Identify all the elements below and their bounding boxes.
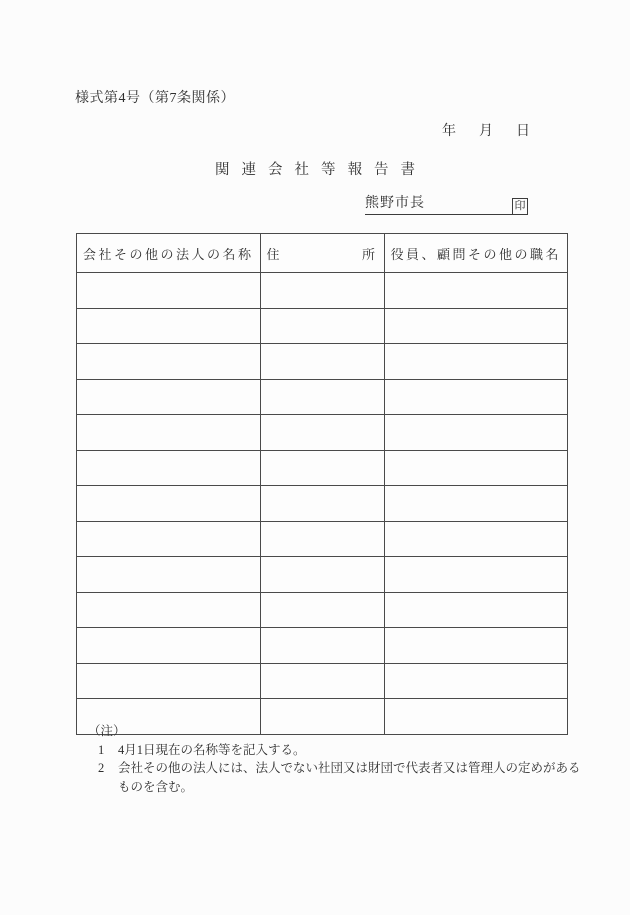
table-cell-empty [260, 273, 384, 309]
table-cell-empty [77, 379, 261, 415]
table-row [77, 592, 568, 628]
table-cell-empty [260, 557, 384, 593]
table-cell-empty [77, 521, 261, 557]
table-row [77, 486, 568, 522]
table-cell-empty [260, 521, 384, 557]
table-cell-empty [384, 415, 568, 451]
table-cell-empty [260, 344, 384, 380]
header-label-company-name: 会社その他の法人の名称 [83, 246, 254, 262]
table-row [77, 628, 568, 664]
table-row [77, 557, 568, 593]
table-cell-empty [77, 592, 261, 628]
table-cell-empty [77, 628, 261, 664]
header-cell-address [260, 234, 384, 273]
table-row [77, 273, 568, 309]
table-cell-empty [77, 415, 261, 451]
report-table-body [77, 273, 568, 735]
header-label-address [267, 244, 378, 263]
header-row [77, 234, 568, 273]
table-cell-empty [77, 308, 261, 344]
table-cell-empty [384, 592, 568, 628]
table-cell-empty [260, 628, 384, 664]
table-cell-empty [77, 486, 261, 522]
table-row [77, 415, 568, 451]
table-cell-empty [384, 273, 568, 309]
table-cell-empty [77, 557, 261, 593]
note-number: 2 [98, 761, 105, 775]
table-row [77, 663, 568, 699]
table-cell-empty [260, 379, 384, 415]
note-item [88, 741, 586, 760]
report-table [76, 233, 568, 735]
table-cell-empty [77, 450, 261, 486]
date-day-label: 日 [516, 124, 530, 139]
table-row [77, 521, 568, 557]
header-label-address-left: 住 [266, 246, 283, 262]
table-cell-empty [384, 628, 568, 664]
table-row [77, 379, 568, 415]
table-cell-empty [77, 663, 261, 699]
table-cell-empty [384, 557, 568, 593]
table-cell-empty [260, 308, 384, 344]
date-line [442, 120, 530, 140]
header-cell-position [384, 234, 568, 273]
header-label-address-right: 所 [362, 246, 378, 262]
date-year-label: 年 [442, 124, 456, 139]
table-cell-empty [384, 308, 568, 344]
document-title: 関連会社等報告書 [215, 162, 427, 178]
table-cell-empty [384, 379, 568, 415]
form-number: 様式第4号（第7条関係） [75, 91, 235, 106]
table-row [77, 450, 568, 486]
table-cell-empty [384, 521, 568, 557]
table-cell-empty [384, 663, 568, 699]
table-row [77, 344, 568, 380]
notes-section [88, 722, 586, 796]
note-item [88, 759, 586, 796]
table-cell-empty [384, 450, 568, 486]
note-text: 会社その他の法人には、法人でない社団又は財団で代表者又は管理人の定めがあるものを含む。 [118, 761, 581, 794]
table-cell-empty [260, 415, 384, 451]
table-cell-empty [77, 344, 261, 380]
table-cell-empty [260, 663, 384, 699]
table-row [77, 308, 568, 344]
table-cell-empty [384, 344, 568, 380]
report-table-header [77, 234, 568, 273]
note-number: 1 [98, 742, 105, 757]
table-cell-empty [260, 592, 384, 628]
table-cell-empty [384, 486, 568, 522]
addressee-line [365, 192, 528, 215]
table-cell-empty [260, 486, 384, 522]
date-month-label: 月 [479, 124, 493, 139]
note-text: 4月1日現在の名称等を記入する。 [118, 742, 306, 757]
header-label-position: 役員、顧問その他の職名 [390, 246, 562, 262]
seal-box: 印 [512, 198, 528, 215]
header-cell-company-name [77, 234, 261, 273]
table-cell-empty [77, 273, 261, 309]
table-cell-empty [260, 450, 384, 486]
notes-label: （注） [88, 724, 126, 738]
addressee-name: 熊野市長 [365, 192, 512, 215]
